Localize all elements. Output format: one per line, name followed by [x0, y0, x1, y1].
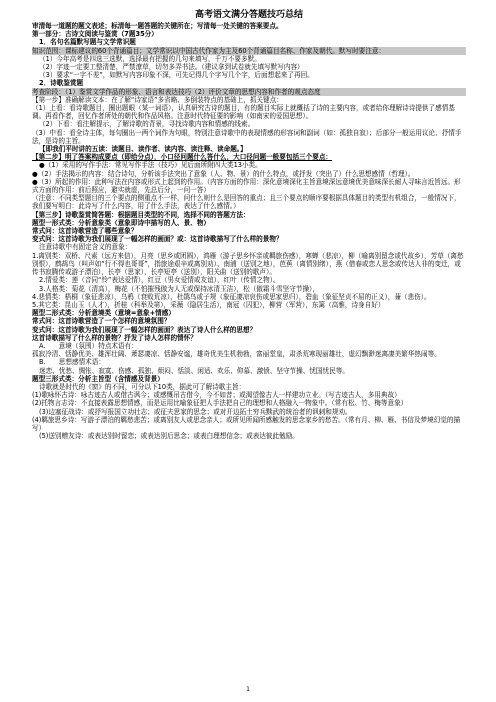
text-line: 题型一形式类：分析意象类（意象即诗中描写的人、景、物）: [32, 218, 211, 227]
text-line: 这首诗歌描写了什么样的景物？抒发了诗人怎样的情怀？: [32, 333, 197, 342]
text-line: 孤寂冷清、恬静优美、雄浑壮阔、萧瑟凄凉、恬静安谧，雄奇优美生机勃勃，富丽堂皇，肃杀荒寒现丽雄壮，虚幻飘渺迷离凄美繁华热闹等。: [32, 350, 441, 359]
text-line: （2）字迹一定要工整清楚，严禁潦草，切勿多弄书法。（建议拿到试卷就先填写默写内容）: [39, 63, 304, 72]
text-line: B. 思想感情术语：: [39, 358, 105, 367]
text-line: 第一部分：古诗文阅读与鉴赏（7题35分）: [32, 30, 158, 39]
text-line: 2.情爱类：莲（音同“怜”表达爱情），红豆（男女爱情或友谊），红叶（传情之物）。: [39, 276, 280, 285]
text-line: (2)托物言志诗：不直接表露思想情感，而是运用比喻象征把人手法把自己的理想和人格融入一物象中。（常有松、竹、梅等意象）: [32, 399, 408, 408]
text-line: 考查阶段：（1）鉴赏文学作品的形象、语言和表达技巧（2）评价文章的思想内容和作者的观点态度: [32, 88, 466, 96]
text-line: （1）今年高考是四选三选默，选择最有把握的几句来填写，千万不要多默。: [39, 54, 261, 63]
text-line: ●（1）采用的写作手法：常见写作手法（技巧）见后面所附四大类13小类。: [39, 161, 262, 170]
text-line: 【第三步】诗歌鉴赏简答题：根据题目类型的不同，选择不同的答题方法：: [32, 210, 250, 219]
text-line: (3)边塞征战诗：或抒写报国立功壮志；或征夫思家的思念；或对开边拓土穷兵黩武的统治者的讽刺和规劝。: [39, 407, 352, 416]
text-line: 【第二步】明了答案构成要点（即给分点），小口径问题什么答什么，大口径问题一般要包括三个要点：: [32, 153, 333, 162]
text-line: （注意：不同类型题目的三个要点的侧重点不一样，问什么则什么是回答的重点；且三个要点的顺序要根据具体题目的类型有机组合，一般情况下，我们要写明白：此诗写了什么内容，用了什么手法，表达了什么感情。）: [32, 194, 461, 211]
text-line: A. 意境（氛围）特点术语有：: [39, 341, 138, 350]
text-line: 审清每一道题的题文表述；标清每一题答题的关键所在；写清每一处关键的答案要点。: [32, 22, 283, 30]
text-line: （2）下看：看注解提示，了解诗歌的背景，寻找诗歌内容和情感的线索。: [39, 120, 255, 129]
text-line: 变式问：这首诗歌为我们展现了一幅怎样的画面？表达了诗人什么样的思想？: [32, 325, 257, 334]
text-line: 5.其它类：昆山玉（人才），折桂（科举及第），采薇（隐居生活），南冠（囚犯），柳营（军营），东篱（高雅，诗身自好）: [32, 300, 385, 309]
text-line: 题型三形式类：分析主旨型（含情感及背景）: [32, 374, 164, 383]
text-line: 2．诗歌鉴赏题: [39, 79, 84, 88]
text-line: 题型二形式类：分析意境类（意境=意象+情感）: [32, 309, 175, 318]
text-line: 常式问：这首诗歌营造了哪些意象？: [32, 227, 138, 236]
text-line: 诗歌就是时代的《窗》的不同，可分以下10类，据此可了解诗歌主旨：: [39, 382, 246, 391]
text-line: (5)送别赠友诗：或表达别时留恋；或表达别后思念；或表白理想信念；或表达彼此勉励。: [39, 432, 299, 441]
text-line: 1．名句名篇默写题与文学常识题: [39, 38, 136, 47]
text-line: （1）上看：看诗歌题目，圈出题眼（某一词语），认真研究古诗的题目，有的题目实际上就概括了诗的主要内容，或者给你理解诗诗提供了感情基调。再看作者，回忆作者所处的朝代和作品风格。注意时代特征要的影响（如南宋的爱国思想）。: [32, 104, 455, 121]
text-line: 1.离别类：双桥、尺素（远方来信），月亮（思乡或团圆），鸿雁（游子思乡怀亲或羁旅伤感），寒蝉（悲凉），柳（喻离别留念或代故乡），芳草（离愁别恨），鹧鸪鸟（叫声如“行不得也哥哥”，指旅途艰辛或离别劝）、南浦（送别之地），芭蕉（离情别绪），燕（借春或恋人思念或传达人非的变迁，或传书寂腾传或游子漂泊），长亭（思家），长亭短亭（送别），阳关曲（送别的歌声）。: [32, 251, 464, 277]
text-line: (1)歌咏怀古诗：咏古迹古人或借古讽今；或感慨吊古借今，今不如昔；或渴望像古人一样建功立业。（写古迹古人，多用典故）: [32, 391, 401, 400]
text-line: 注意诗歌中有固定含义的意象：: [39, 243, 132, 252]
text-line: 迷恋、忧愁、惆怅、寂寞、伤感、孤独、烦闷、恬淡、闲适、欢乐、仰慕、激愤、坚守节操、忧国忧民等。: [39, 366, 349, 375]
text-line: 4.悲情类：梧桐（象征悲凉），乌鸦（衰败荒凉），杜鹃鸟或子规（象征凄凉哀伤或思家思归），碧血（象征坚贞不屈的正义），蒹（悲伤）。: [32, 292, 431, 301]
text-line: (4)羁旅思乡诗：写游子漂泊的羁愁悲苦；或离别友人或思念亲人；或所见所闻所感触发的思念家乡的愁苦。（常有月、柳、雁、书信及梦境幻觉的描写）: [32, 415, 461, 432]
text-line: 【即我们平时讲的五读：读题目、读作者、读内容、读注释、读命题。】: [39, 145, 247, 154]
doc-title: 高考语文满分答题技巧总结: [194, 10, 303, 20]
text-line: （3）要求“一字不差”，如默写内容印象不深，可先记得几个字写几个字，后面想起来了再回。: [39, 71, 314, 80]
text-line: 【第一步】准确解读文本：在了解“诗家语”多省略、多倒装特点的基础上，抓关键点：: [32, 95, 283, 104]
text-line: 知识范围：课标建议的60个背诵篇目；文学常识以中国古代作家为主及60个背诵篇目名称、作家及朝代。默写时要注意：: [32, 47, 466, 55]
text-line: 常式问：这首诗歌营造了一个怎样的意境氛围？: [32, 317, 171, 326]
text-line: ●（3）所起的作用：此种写法在内容或形式上起到的作用。（内容方面的作用：深化意境深化主旨意境深远意境优美意味深长耐人寻味言近旨远。形式方面的作用：前后照应，避实就虚，先总后分，一问一答）: [32, 177, 461, 195]
text-line: 变式问：这首诗歌为我们展现了一幅怎样的画面？或：这首诗歌描写了什么样的景物？: [32, 235, 283, 244]
text-line: ●（2）手法揭示的内容：结合诗句，分析该手法突出了意象（人、物、景）的什么特点，或抒发（突出了）什么思想感情（哲理）。: [32, 169, 415, 178]
doc-body: [32, 22, 466, 440]
text-line: 3.人格类：菊花（清高），梅花（不怕摧残傲为人无或保持冰清玉洁），松（傲霜斗雪坚守节操），: [39, 284, 319, 293]
text-line: （3）中看：看全诗主体，每句圈出一两个词作为句眼，特别注意诗歌中的表现情感的形容词和副词（如：孤独自寂）；后部分一般运用议论、抒情手法，是诗的主旨。: [32, 128, 462, 145]
page-number: 1: [246, 685, 250, 693]
